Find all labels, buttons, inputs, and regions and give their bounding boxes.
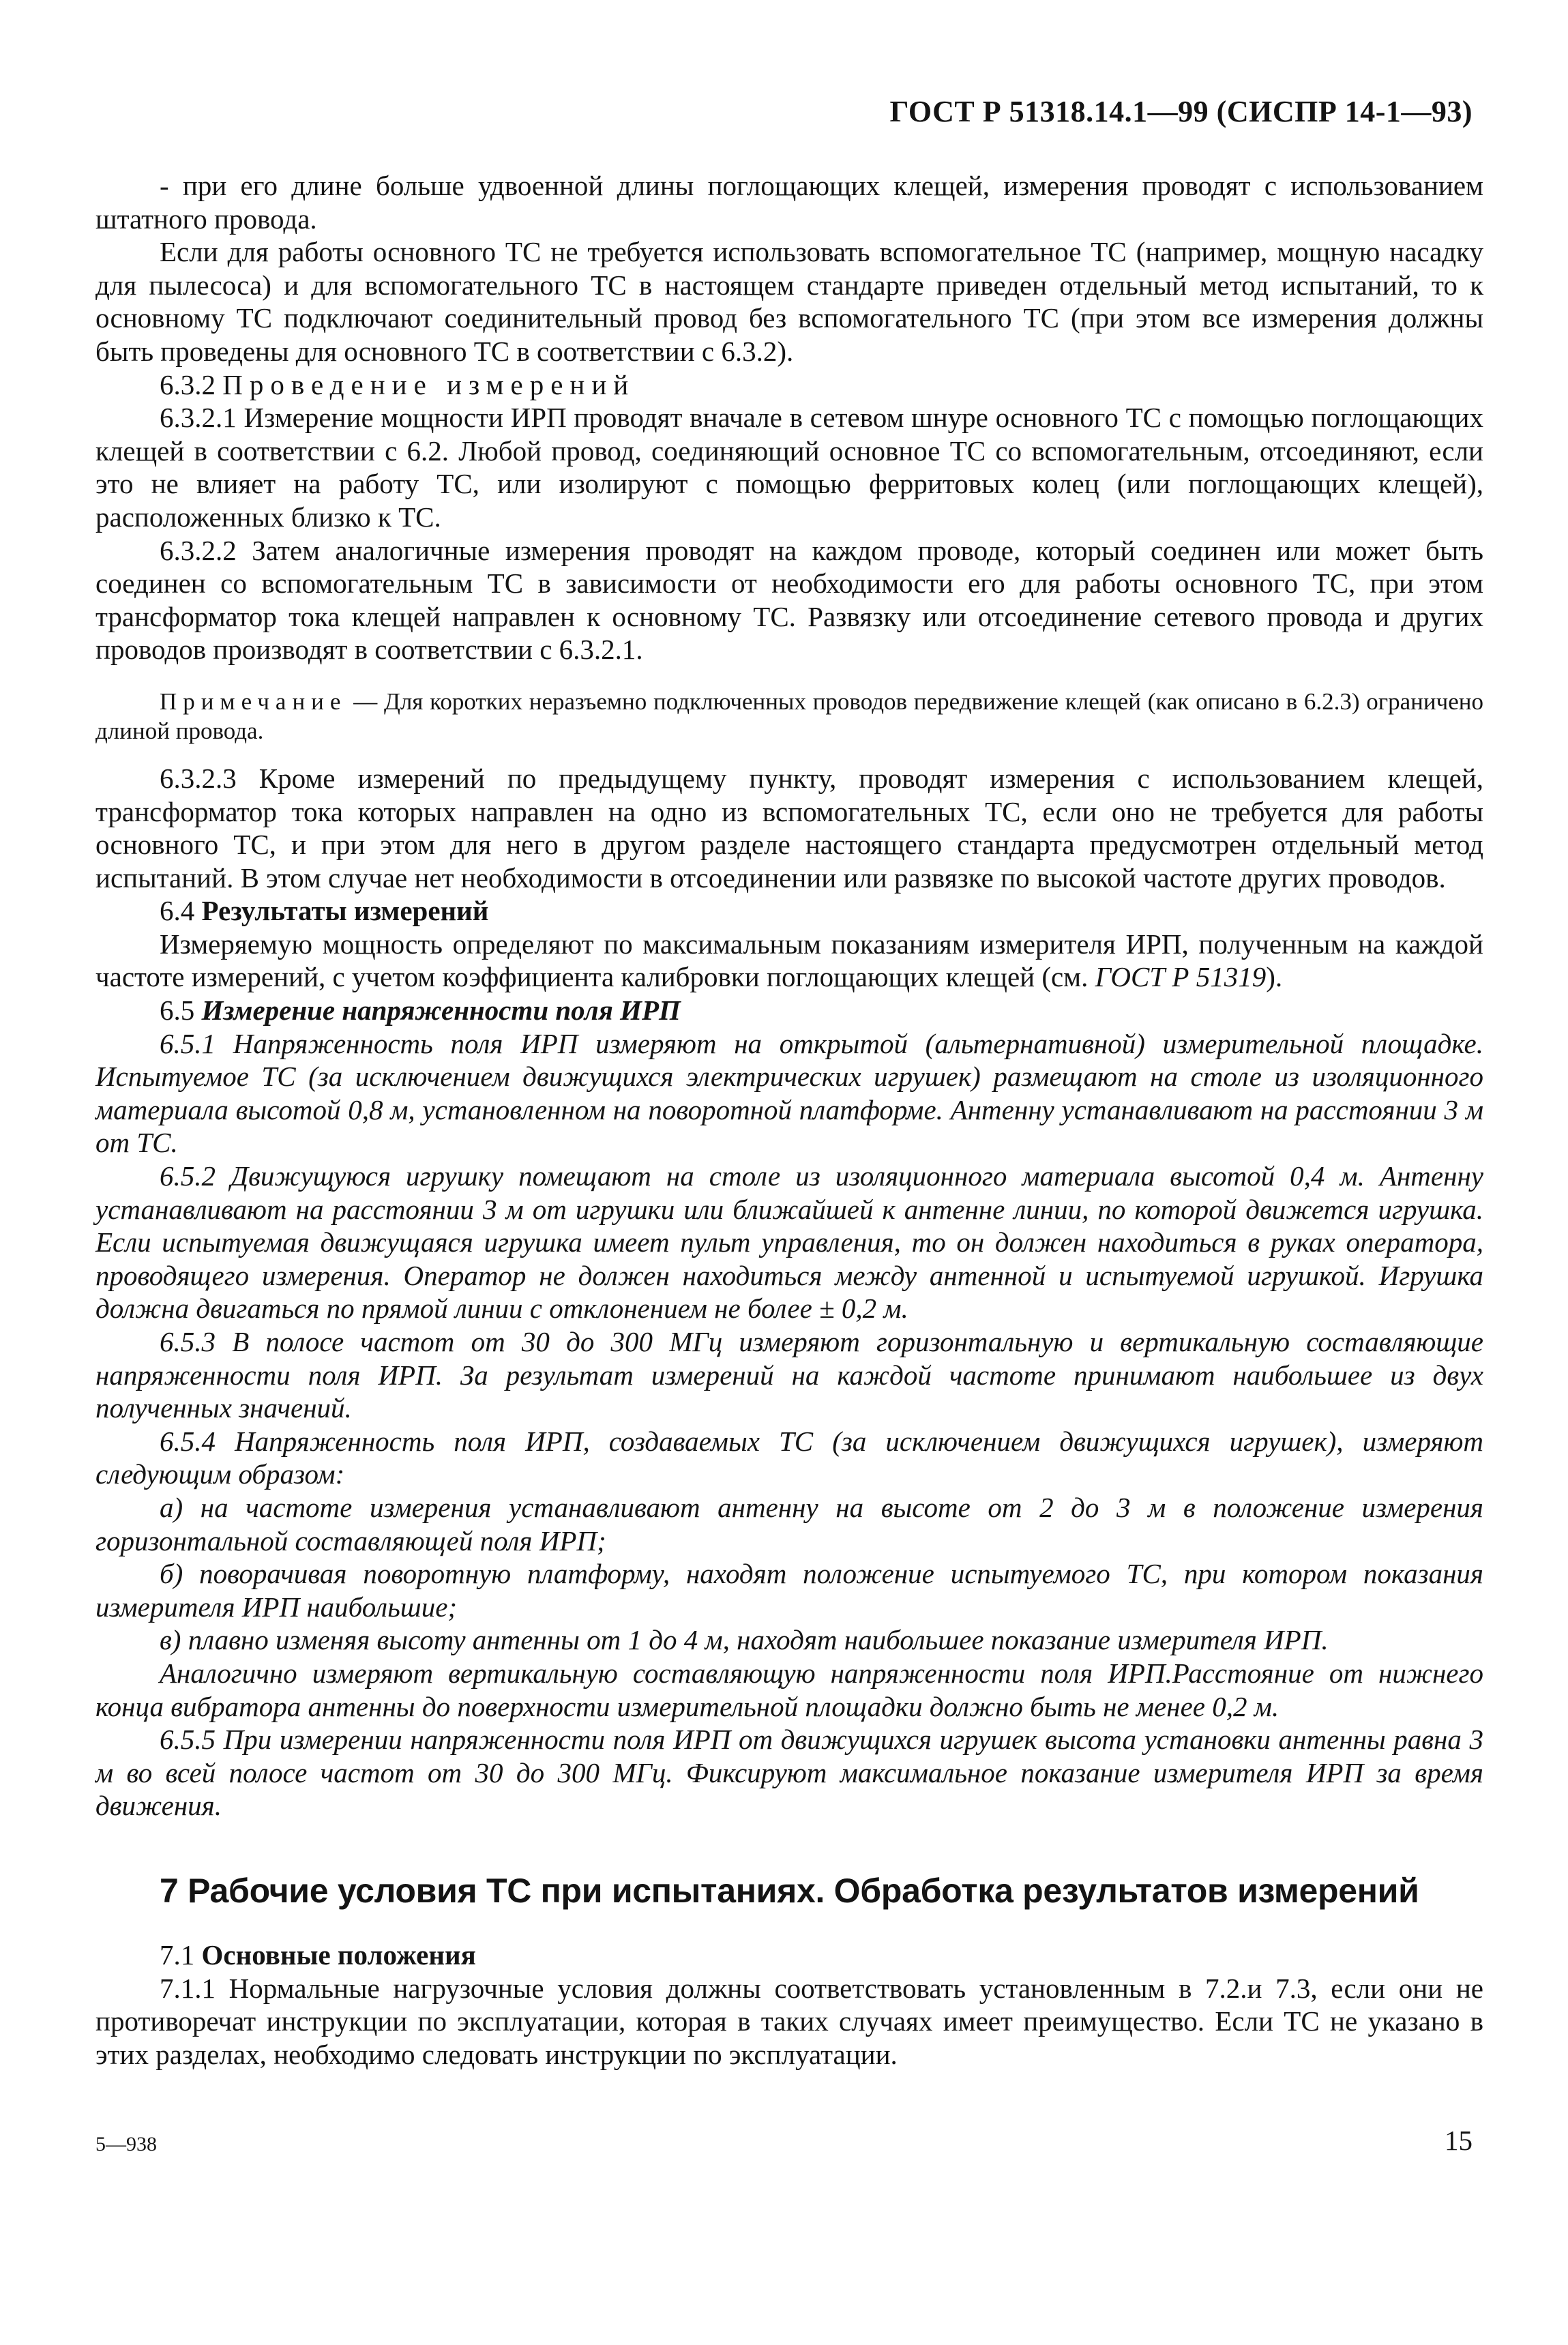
paragraph-6-3-2-3: 6.3.2.3 Кроме измерений по предыдущему пункту, проводят измерения с использованием клещей, трансформатор тока которых направлен на одно из вспомогательных ТС, если оно не требуется для работы основного ТС, и при этом для него в другом разделе настоящего стандарта предусмотрен отдельный метод испытаний. В этом случае нет необходимости в отсоединении или развязке по высокой частоте других проводов. — [95, 762, 1483, 894]
footer-sheet-code: 5—938 — [95, 2133, 157, 2155]
paragraph-6-5-5: 6.5.5 При измерении напряженности поля ИРП от движущихся игрушек высота установки антенны равна 3 м во всей полосе частот от 30 до 300 МГц. Фиксируют максимальное показание измерителя ИРП за время движения. — [95, 1724, 1483, 1822]
paragraph-vertical-component: Аналогично измеряют вертикальную составляющую напряженности поля ИРП.Расстояние от нижнего конца вибратора антенны до поверхности измерительной площадки должно быть не менее 0,2 м. — [95, 1657, 1483, 1722]
section-6-4-heading — [95, 894, 1483, 928]
paragraph-end: ). — [1266, 961, 1283, 993]
section-number: 7.1 — [160, 1938, 202, 1971]
paragraph-6-5-4: 6.5.4 Напряженность поля ИРП, создаваемых ТС (за исключением движущихся игрушек), измеряют следующим образом: — [95, 1425, 1483, 1490]
paragraph-wire-length: - при его длине больше удвоенной длины поглощающих клещей, измерения проводят с использованием штатного провода. — [95, 170, 1483, 235]
page-header-standard-title: ГОСТ Р 51318.14.1—99 (СИСПР 14-1—93) — [889, 95, 1473, 128]
paragraph-6-5-2: 6.5.2 Движущуюся игрушку помещают на столе из изоляционного материала высотой 0,4 м. Антенну устанавливают на расстоянии 3 м от игрушки или ближайшей к антенне линии, по которой движется игрушка. Если испытуемая движущаяся игрушка имеет пульт управления, то он должен находиться в руках оператора, проводящего измерения. Оператор не должен находиться между антенной и испытуемой игрушкой. Игрушка должна двигаться по прямой линии с отклонением не более ± 0,2 м. — [95, 1160, 1483, 1325]
section-7-1-heading — [95, 1938, 1483, 1972]
paragraph-6-3-2-2: 6.3.2.2 Затем аналогичные измерения проводят на каждом проводе, который соединен или может быть соединен со вспомогательным ТС в зависимости от необходимости его для работы основного ТС, при этом трансформатор тока клещей направлен к основному ТС. Развязку или отсоединение сетевого провода и других проводов производят в соответствии с 6.3.2.1. — [95, 534, 1483, 666]
section-number: 6.5 — [160, 994, 202, 1027]
note — [95, 687, 1483, 746]
page-number: 15 — [1445, 2125, 1473, 2156]
note-text: — Для коротких неразъемно подключенных проводов передвижение клещей (как описано в 6.2.3) ограничено длиной провода. — [95, 688, 1483, 744]
section-title-spaced: Проведение измерений — [222, 368, 636, 400]
paragraph-7-1-1: 7.1.1 Нормальные нагрузочные условия должны соответствовать установленным в 7.2.и 7.3, если они не противоречат инструкции по эксплуатации, которая в таких случаях имеет преимущество. Если ТС не указано в этих разделах, необходимо следовать инструкции по эксплуатации. — [95, 1972, 1483, 2070]
section-number: 6.4 — [160, 895, 202, 927]
standard-reference: ГОСТ Р 51319 — [1095, 961, 1267, 993]
section-number: 6.3.2 — [160, 368, 216, 400]
section-title: Измерение напряженности поля ИРП — [201, 994, 681, 1027]
paragraph-6-4 — [95, 928, 1483, 994]
section-6-3-2-heading — [95, 368, 1483, 402]
document-body — [95, 169, 1483, 2071]
paragraph-text: Измеряемую мощность определяют по максимальным показаниям измерителя ИРП, полученным на каждой частоте измерений, с учетом коэффициента калибровки поглощающих клещей (см. — [95, 928, 1483, 993]
section-title: Основные положения — [201, 1938, 476, 1971]
note-label: Примечание — [160, 688, 347, 715]
paragraph-6-5-1: 6.5.1 Напряженность поля ИРП измеряют на открытой (альтернативной) измерительной площадке. Испытуемое ТС (за исключением движущихся электрических игрушек) размещают на столе из изоляционного материала высотой 0,8 м, установленном на поворотной платформе. Антенну устанавливают на расстоянии 3 м от ТС. — [95, 1027, 1483, 1159]
paragraph-6-3-2-1: 6.3.2.1 Измерение мощности ИРП проводят вначале в сетевом шнуре основного ТС с помощью поглощающих клещей в соответствии с 6.2. Любой провод, соединяющий основное ТС со вспомогательным, отсоединяют, если это не влияет на работу ТС, или изолируют с помощью ферритовых колец (или поглощающих клещей), расположенных близко к ТС. — [95, 402, 1483, 533]
section-title: Результаты измерений — [201, 895, 489, 927]
section-6-5-heading — [95, 994, 1483, 1027]
list-item-b: б) поворачивая поворотную платформу, находят положение испытуемого ТС, при котором показания измерителя ИРП наибольшие; — [95, 1558, 1483, 1623]
paragraph-6-5-3: 6.5.3 В полосе частот от 30 до 300 МГц измеряют горизонтальную и вертикальную составляющие напряженности поля ИРП. За результат измерений на каждой частоте принимают наибольшее из двух полученных значений. — [95, 1326, 1483, 1424]
paragraph-auxiliary-device: Если для работы основного ТС не требуется использовать вспомогательное ТС (например, мощную насадку для пылесоса) и для вспомогательного ТС в настоящем стандарте приведен отдельный метод испытаний, то к основному ТС подключают соединительный провод без вспомогательного ТС (при этом все измерения должны быть проведены для основного ТС в соответствии с 6.3.2). — [95, 236, 1483, 367]
section-7-heading: 7 Рабочие условия ТС при испытаниях. Обработка результатов измерений — [160, 1871, 1419, 1910]
list-item-c: в) плавно изменяя высоту антенны от 1 до 4 м, находят наибольшее показание измерителя ИРП. — [160, 1624, 1329, 1656]
list-item-a: а) на частоте измерения устанавливают антенну на высоте от 2 до 3 м в положение измерения горизонтальной составляющей поля ИРП; — [95, 1491, 1483, 1557]
